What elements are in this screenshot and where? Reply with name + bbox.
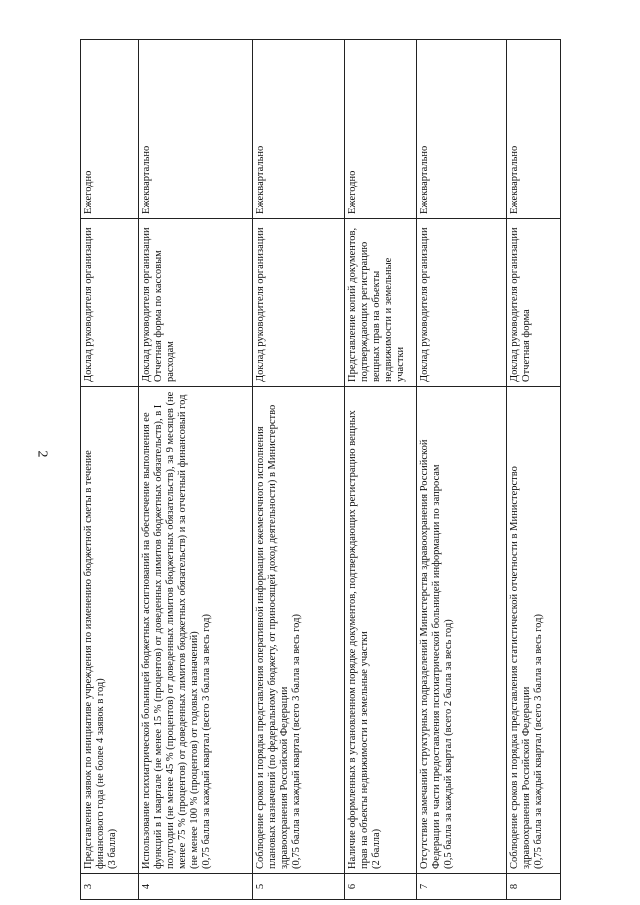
row-number: 7 bbox=[417, 874, 507, 900]
period-cell: Ежеквартально bbox=[253, 40, 345, 219]
row-number: 3 bbox=[81, 874, 139, 900]
page-number: 2 bbox=[34, 450, 50, 458]
table-row bbox=[417, 40, 507, 900]
table-row bbox=[253, 40, 345, 900]
criterion-cell: Соблюдение сроков и порядка представления оперативной информации ежемесячного исполнения плановых назначений (по федеральному бюджету, от приносящей доход деятельности) в Министерство здравоохранения Российской Федерации (0,75 балла за каждый квартал (всего 3 балла за весь год) bbox=[253, 387, 345, 874]
row-number: 5 bbox=[253, 874, 345, 900]
criterion-cell: Наличие оформленных в установленном порядке документов, подтверждающих регистрацию вещных прав на объекты недвижимости и земельные участки (2 балла) bbox=[345, 387, 417, 874]
period-cell: Ежеквартально bbox=[139, 40, 253, 219]
criterion-cell: Соблюдение сроков и порядка представления статистической отчетности в Министерство здравоохранения Российской Федерации (0,75 балла за каждый квартал (всего 3 балла за весь год) bbox=[507, 387, 561, 874]
period-cell: Ежеквартально bbox=[417, 40, 507, 219]
criterion-cell: Отсутствие замечаний структурных подразделений Министерства здравоохранения Российской Федерации в части предоставления психиатрической больницей информации по запросам (0,5 балла за каждый квартал (всего 2 балла за весь год) bbox=[417, 387, 507, 874]
source-cell: Представление копий документов, подтверждающих регистрацию вещных прав на объекты недвижимости и земельные участки bbox=[345, 219, 417, 387]
period-cell: Ежегодно bbox=[345, 40, 417, 219]
row-number: 4 bbox=[139, 874, 253, 900]
criteria-table bbox=[80, 39, 561, 900]
row-number: 8 bbox=[507, 874, 561, 900]
row-number: 6 bbox=[345, 874, 417, 900]
period-cell: Ежеквартально bbox=[507, 40, 561, 219]
source-cell: Доклад руководителя организации Отчетная форма bbox=[507, 219, 561, 387]
source-cell: Доклад руководителя организации bbox=[253, 219, 345, 387]
table-row bbox=[81, 40, 139, 900]
source-cell: Доклад руководителя организации bbox=[417, 219, 507, 387]
source-cell: Доклад руководителя организации bbox=[81, 219, 139, 387]
table-row bbox=[139, 40, 253, 900]
table-row bbox=[345, 40, 417, 900]
period-cell: Ежегодно bbox=[81, 40, 139, 219]
criterion-cell: Представление заявок по инициативе учреждения по изменению бюджетной сметы в течение финансового года (не более 4 заявок в год) (3 балла) bbox=[81, 387, 139, 874]
source-cell: Доклад руководителя организации Отчетная форма по кассовым расходам bbox=[139, 219, 253, 387]
table-row bbox=[507, 40, 561, 900]
rotated-table-wrapper bbox=[80, 40, 560, 900]
criterion-cell: Использование психиатрической больницей бюджетных ассигнований на обеспечение выполнения ее функций в I квартале (не менее 15 % (процентов) от доведенных лимитов бюджетных обязательств), в I полугодии (не менее 45 % (процентов) от доведенных лимитов бюджетных обязательств), за 9 месяцев (не менее 75 % (процентов) от доведенных лимитов бюджетных обязательств) и за отчетный финансовый год (не менее 100 % (процентов) от годовых назначений) (0,75 балла за каждый квартал (всего 3 балла за весь год) bbox=[139, 387, 253, 874]
